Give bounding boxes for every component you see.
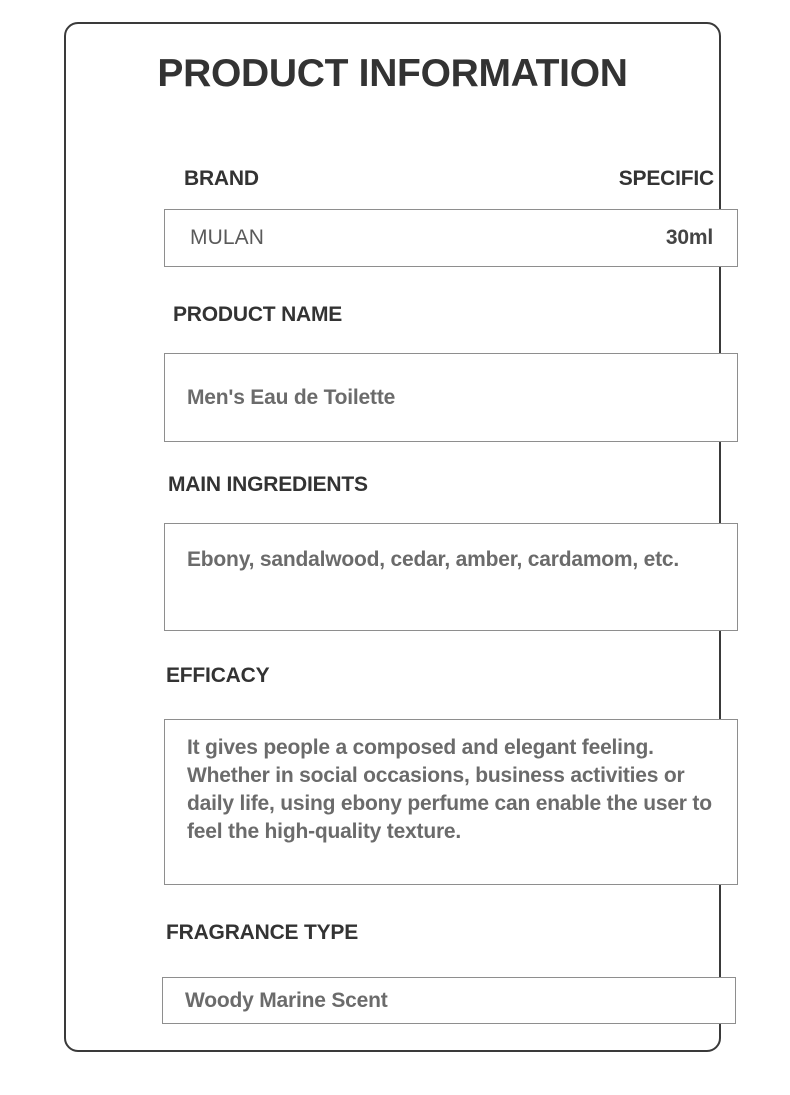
efficacy-value: It gives people a composed and elegant feeling. Whether in social occasions, business activities or daily life, using ebony perfume can enable the user to feel the high-quality texture.	[187, 736, 712, 843]
brand-value: MULAN	[190, 226, 265, 249]
efficacy-value-box[interactable]	[164, 719, 738, 885]
brand-label: BRAND	[184, 167, 259, 190]
fragrance-type-value-box[interactable]	[162, 977, 736, 1024]
fragrance-type-value: Woody Marine Scent	[185, 988, 388, 1012]
product-name-value: Men's Eau de Toilette	[187, 385, 396, 409]
fragrance-type-label: FRAGRANCE TYPE	[166, 921, 359, 944]
brand-specific-label-row	[184, 167, 714, 191]
page-title: PRODUCT INFORMATION	[157, 52, 628, 95]
main-ingredients-label: MAIN INGREDIENTS	[168, 473, 368, 496]
product-information-card	[64, 22, 721, 1052]
efficacy-label: EFFICACY	[166, 664, 270, 687]
main-ingredients-value: Ebony, sandalwood, cedar, amber, cardamom, etc.	[187, 548, 680, 571]
specific-value: 30ml	[665, 226, 713, 249]
brand-specific-value-box[interactable]	[164, 209, 738, 267]
main-ingredients-value-box[interactable]	[164, 523, 738, 631]
specific-label: SPECIFIC	[618, 167, 714, 190]
product-name-label: PRODUCT NAME	[173, 303, 343, 326]
product-name-value-box[interactable]	[164, 353, 738, 442]
